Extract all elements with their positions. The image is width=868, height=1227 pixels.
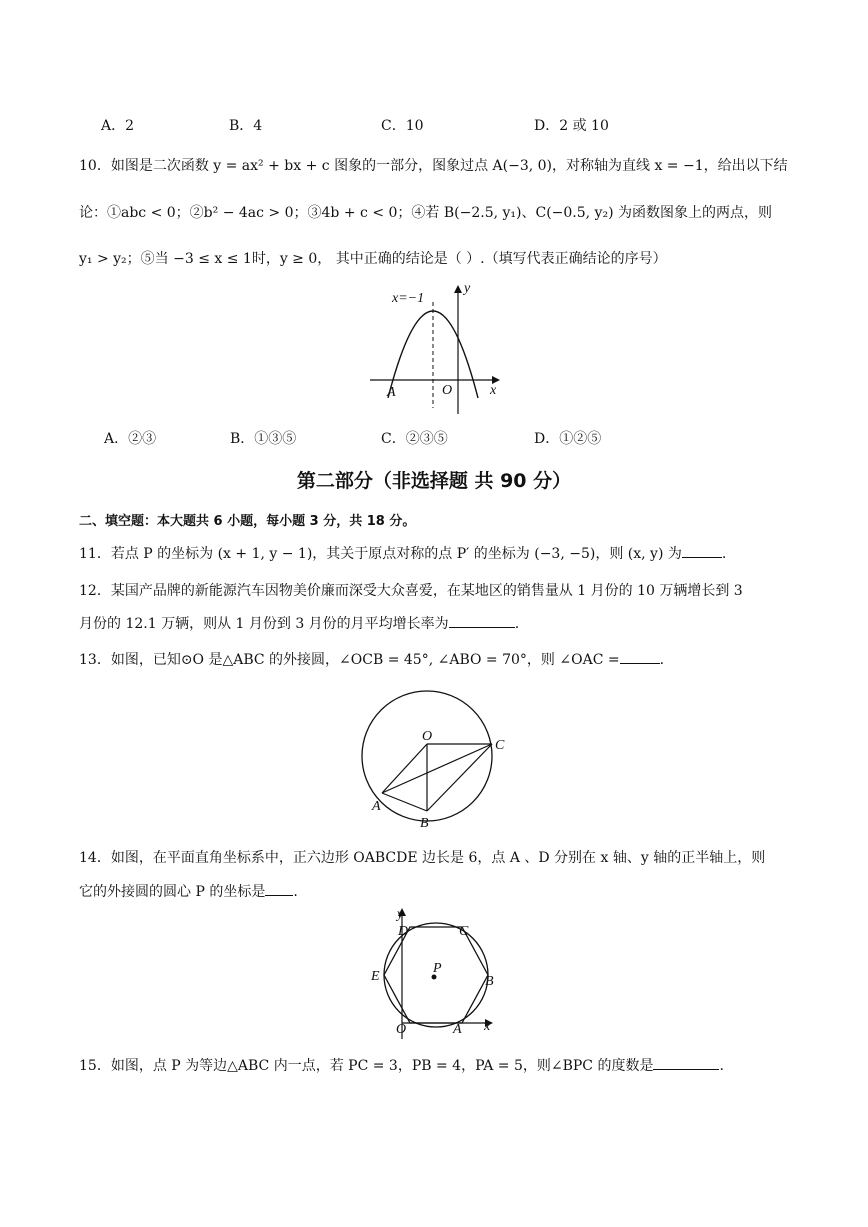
q13-text: 13．如图，已知⊙O 是△ABC 的外接圆，∠OCB = 45°, ∠ABO = 70°，则 ∠OAC = . (79, 649, 664, 669)
q10-label-a: A (387, 385, 396, 400)
q10-line-2: 论：①abc < 0；②b² − 4ac > 0；③4b + c < 0；④若 B(−2.5, y₁)、C(−0.5, y₂) 为函数图象上的两点，则 (79, 205, 772, 221)
q11-text: 11．若点 P 的坐标为 (x + 1, y − 1)，其关于原点对称的点 P′ 的坐标为 (−3, −5)，则 (x, y) 为 . (79, 543, 726, 563)
q14-label-y: y (397, 907, 404, 922)
q10-parabola-figure (360, 280, 510, 420)
q14-label-e: E (371, 969, 380, 984)
q9-option-d: D．2 或 10 (534, 118, 609, 134)
q11-answer-blank (682, 543, 722, 558)
q12-line-1: 12．某国产品牌的新能源汽车因物美价廉而深受大众喜爱，在某地区的销售量从 1 月份的 10 万辆增长到 3 (79, 583, 743, 599)
fill-in-heading: 二、填空题：本大题共 6 小题，每小题 3 分，共 18 分。 (79, 514, 416, 529)
q13-segment-oa (382, 744, 427, 793)
q13-label-a: A (372, 799, 381, 814)
q10-option-d: D．①②⑤ (534, 431, 602, 447)
q9-option-b: B．4 (229, 118, 263, 134)
q13-circle-figure (356, 686, 516, 832)
q12-stem: 月份的 12.1 万辆，则从 1 月份到 3 月份的月平均增长率为 (79, 616, 449, 632)
q15-text: 15．如图，点 P 为等边△ABC 内一点，若 PC = 3，PB = 4，PA = 5，则∠BPC 的度数是 . (79, 1055, 724, 1075)
q14-label-c: C (459, 924, 469, 939)
q13-stem: 13．如图，已知⊙O 是△ABC 的外接圆，∠OCB = 45°, ∠ABO = 70°，则 ∠OAC = (79, 652, 620, 668)
q13-label-b: B (420, 816, 429, 831)
q10-option-b: B．①③⑤ (230, 431, 297, 447)
q14-label-b: B (485, 974, 494, 989)
q14-label-x: x (484, 1019, 491, 1034)
q15-stem: 15．如图，点 P 为等边△ABC 内一点，若 PC = 3，PB = 4，PA = 5，则∠BPC 的度数是 (79, 1058, 654, 1074)
part2-title: 第二部分（非选择题 共 90 分） (296, 470, 572, 492)
q14-hexagon-figure (366, 905, 506, 1045)
q10-label-y: y (464, 281, 471, 296)
q14-line-1: 14．如图，在平面直角坐标系中，正六边形 OABCDE 边长是 6，点 A 、D 分别在 x 轴、y 轴的正半轴上，则 (79, 850, 766, 866)
q11-stem: 11．若点 P 的坐标为 (x + 1, y − 1)，其关于原点对称的点 P′ 的坐标为 (−3, −5)，则 (x, y) 为 (79, 546, 682, 562)
q9-option-a: A．2 (101, 118, 135, 134)
q14-label-o: O (396, 1022, 407, 1037)
q13-label-c: C (495, 738, 505, 753)
q14-label-a: A (453, 1022, 462, 1037)
q14-label-p: P (433, 961, 442, 976)
q13-label-o: O (422, 729, 433, 744)
q12-line-2: 月份的 12.1 万辆，则从 1 月份到 3 月份的月平均增长率为 . (79, 613, 519, 633)
q15-answer-blank (653, 1055, 719, 1070)
q12-answer-blank (449, 613, 515, 628)
q10-line-3: y₁ > y₂；⑤当 −3 ≤ x ≤ 1时，y ≥ 0， 其中正确的结论是（ ）.（填写代表正确结论的序号） (79, 251, 667, 267)
q13-answer-blank (620, 649, 660, 664)
q10-label-x: x (490, 383, 497, 398)
q13-segment-bc (427, 744, 492, 811)
q13-segment-ac (382, 744, 492, 793)
q10-option-a: A．②③ (104, 431, 157, 447)
q10-option-c: C．②③⑤ (381, 431, 448, 447)
q14-stem: 它的外接圆的圆心 P 的坐标是 (79, 884, 266, 900)
q10-line-1: 10．如图是二次函数 y = ax² + bx + c 图象的一部分，图象过点 A(−3, 0)，对称轴为直线 x = −1，给出以下结 (79, 158, 788, 174)
q9-option-c: C．10 (381, 118, 424, 134)
q14-answer-blank (265, 881, 293, 896)
q14-line-2: 它的外接圆的圆心 P 的坐标是 . (79, 881, 298, 901)
q10-label-o: O (442, 383, 453, 398)
q14-label-d: D (398, 924, 409, 939)
q10-label-axis: x=−1 (392, 291, 425, 306)
q10-y-arrow (454, 285, 462, 293)
